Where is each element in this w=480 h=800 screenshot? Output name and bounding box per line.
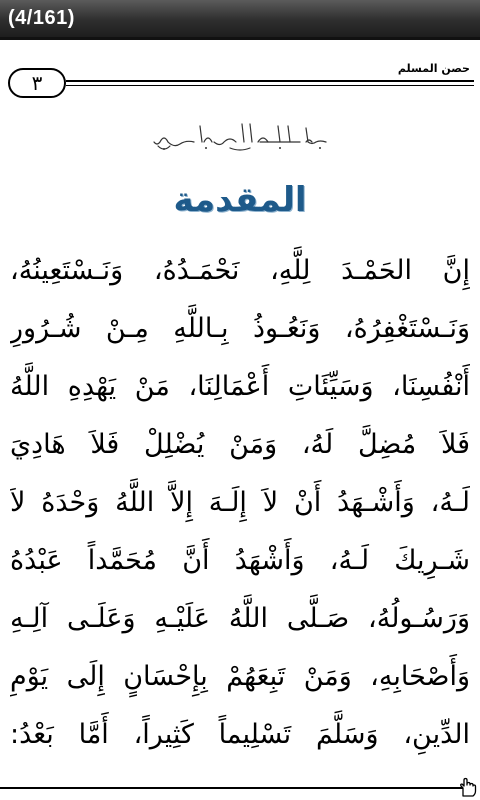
top-status-bar [0, 0, 480, 40]
text-line: وَرَسُـولُهُ، صَـلَّى اللَّهُ عَلَيْـهِ وَعَلَـى آلِـهِ [10, 603, 470, 634]
section-title: المقدمة [173, 180, 307, 220]
text-line: لَـهُ، وَأَشْـهَدُ أَنْ لاَ إِلَـهَ إِلاَّ اللَّهُ وَحْدَهُ لاَ [10, 487, 470, 518]
page-number-badge: ٣ [8, 68, 66, 98]
page-counter: (4/161) [8, 7, 75, 29]
basmala-text: بسم الله الرحمن الرحيم [234, 152, 246, 153]
basmala-calligraphy [140, 118, 340, 154]
text-line: فَلاَ مُضِلَّ لَهُ، وَمَنْ يُضْلِلْ فَلاَ هَادِيَ [10, 429, 470, 460]
text-line: وَأَصْحَابِهِ، وَمَنْ تَبِعَهُمْ بِإِحْسَانٍ إِلَى يَوْمِ [10, 661, 470, 692]
text-line: وَنَـسْتَغْفِرُهُ، وَنَعُـوذُ بِـاللَّهِ مِـنْ شُـرُورِ [10, 313, 470, 344]
body-text [10, 242, 470, 764]
text-line: شَـرِيكَ لَـهُ، وَأَشْهَدُ أَنَّ مُحَمَّداً عَبْدُهُ [10, 545, 470, 576]
hand-pointer-icon[interactable] [456, 776, 478, 798]
header-rule-thin [66, 85, 474, 86]
text-line: أَنْفُسِنَا، وَسَيِّئَاتِ أَعْمَالِنَا، مَنْ يَهْدِهِ اللَّهُ [10, 371, 470, 402]
book-title: حصن المسلم [394, 62, 470, 75]
text-line: إِنَّ الحَمْـدَ لِلَّهِ، نَحْمَـدُهُ، وَنَـسْتَعِينُهُ، [10, 255, 470, 286]
text-line: الدِّينِ، وَسَلَّمَ تَسْلِيماً كَثِيراً، أَمَّا بَعْدُ: [10, 719, 470, 750]
page-header [0, 58, 480, 108]
header-rule [66, 80, 474, 82]
bottom-rule [0, 787, 470, 789]
